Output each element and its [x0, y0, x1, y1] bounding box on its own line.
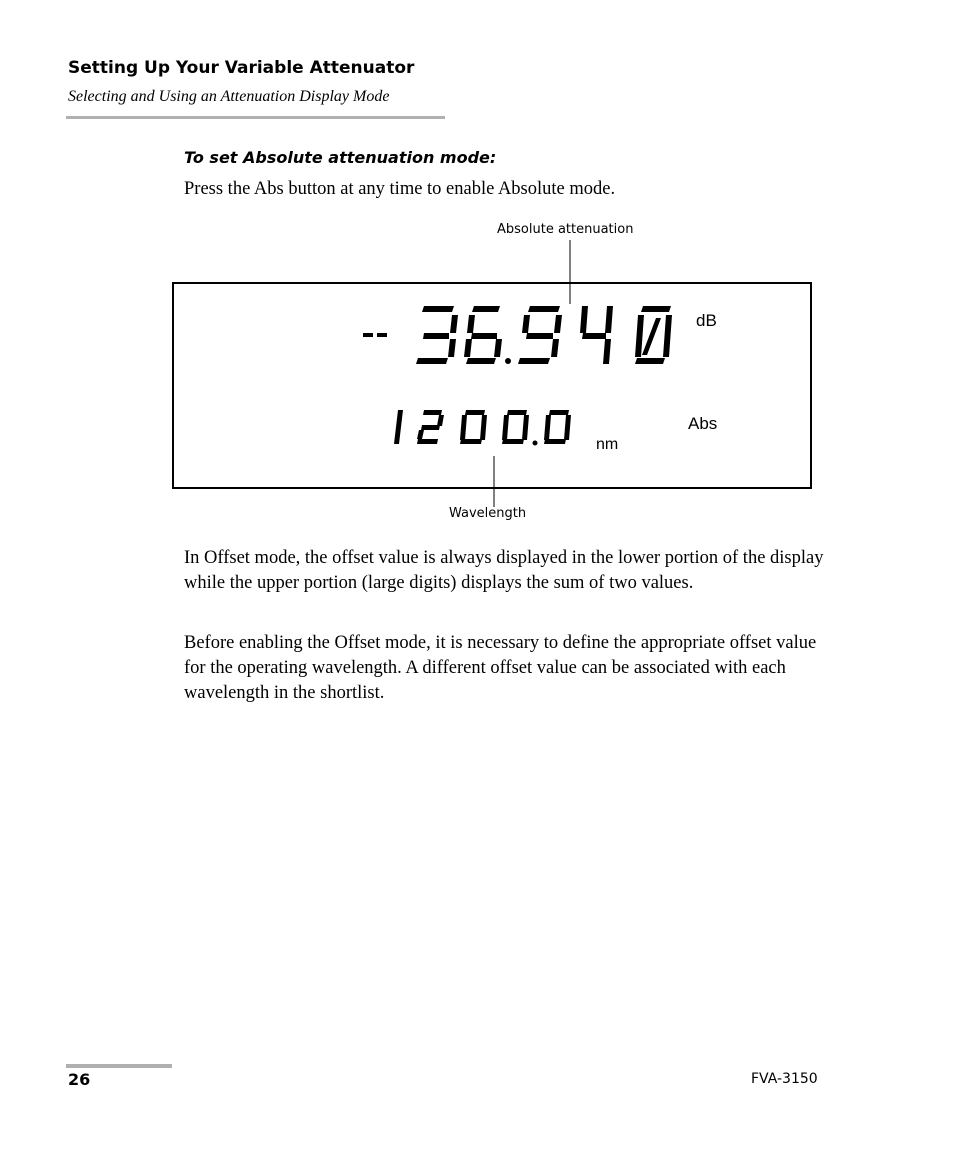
digit-3 — [416, 306, 458, 364]
small-digit-0b — [502, 410, 529, 444]
dash-1 — [363, 333, 373, 337]
section-subtitle: Selecting and Using an Attenuation Display Mode — [68, 88, 390, 105]
digit-9 — [518, 306, 562, 364]
decimal-point-small — [533, 441, 538, 446]
decimal-point-big — [505, 358, 511, 364]
big-digits — [363, 306, 672, 364]
small-digit-1 — [394, 410, 403, 444]
dash-2 — [377, 333, 387, 337]
digit-6 — [464, 306, 502, 364]
product-model: FVA-3150 — [751, 1071, 818, 1087]
footer-rule — [66, 1064, 172, 1068]
paragraph-offset-mode: In Offset mode, the offset value is always displayed in the lower portion of the display while the upper portion (large digits) displays the sum of two values. — [184, 548, 824, 593]
small-digit-0c — [544, 410, 571, 444]
small-digit-0a — [460, 410, 487, 444]
attenuation-unit: dB — [696, 311, 717, 330]
mode-indicator-abs: Abs — [688, 414, 718, 433]
wavelength-unit: nm — [596, 436, 619, 453]
small-digits — [394, 410, 571, 446]
chapter-title: Setting Up Your Variable Attenuator — [68, 58, 415, 78]
page-number: 26 — [68, 1070, 91, 1089]
digit-0 — [635, 306, 672, 364]
digit-4 — [580, 306, 613, 364]
callout-wavelength: Wavelength — [449, 506, 527, 521]
procedure-step: Press the Abs button at any time to enable Absolute mode. — [184, 179, 616, 199]
paragraph-offset-setup: Before enabling the Offset mode, it is necessary to define the appropriate offset value for the operating wavelength. A different offset value can be associated with each wavelength in the shortlist. — [184, 633, 817, 703]
callout-absolute-attenuation: Absolute attenuation — [497, 222, 634, 237]
small-digit-2 — [417, 410, 444, 444]
procedure-title: To set Absolute attenuation mode: — [184, 148, 497, 167]
